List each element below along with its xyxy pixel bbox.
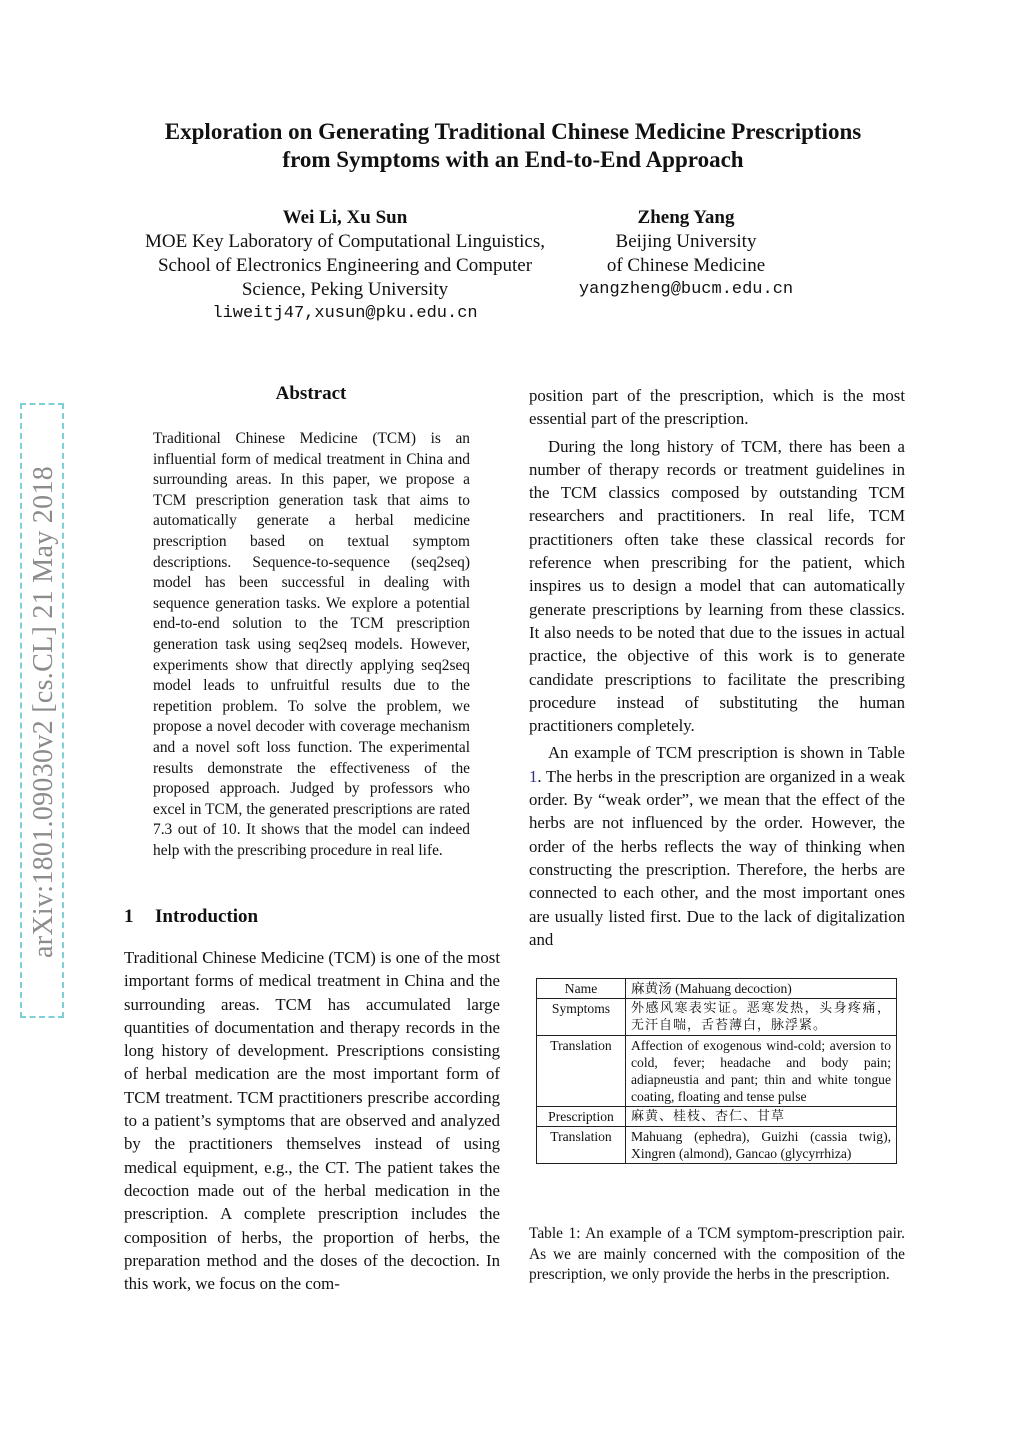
abstract-heading: Abstract (275, 383, 347, 404)
table-row (537, 1036, 897, 1107)
paragraph-text: An example of TCM prescription is shown in Table (548, 743, 905, 763)
table-value-cell: 麻黄汤 (Mahuang decoction) (626, 979, 897, 999)
section-number: 1 (124, 906, 134, 927)
author-name: Zheng Yang (637, 207, 735, 228)
table-row (537, 999, 897, 1036)
table-label-cell: Symptoms (537, 999, 626, 1036)
table-label-cell: Name (537, 979, 626, 999)
table-value-cell: Affection of exogenous wind-cold; aversion to cold, fever; headache and body pain; adiapneustia and pant; thin and white tongue coating, floating and tense pulse (626, 1036, 897, 1107)
table-value-cell: 麻黄、桂枝、杏仁、甘草 (626, 1107, 897, 1127)
table-row (537, 979, 897, 999)
arxiv-stamp: arXiv:1801.09030v2 [cs.CL] 21 May 2018 (28, 466, 59, 959)
affiliation-line: of Chinese Medicine (606, 255, 766, 276)
table-value-cell: Mahuang (ephedra), Guizhi (cassia twig), Xingren (almond), Gancao (glycyrrhiza) (626, 1127, 897, 1164)
affiliation-line: MOE Key Laboratory of Computational Linguistics, (145, 231, 545, 252)
table-row (537, 1107, 897, 1127)
title-line-1: Exploration on Generating Traditional Chinese Medicine Prescriptions (164, 119, 862, 144)
affiliation-line: Beijing University (615, 231, 757, 252)
affiliation-line: School of Electronics Engineering and Computer (157, 255, 533, 276)
table-row (537, 1127, 897, 1164)
section-heading (124, 906, 258, 928)
section-title: Introduction (155, 906, 259, 927)
table-caption: Table 1: An example of a TCM symptom-prescription pair. As we are mainly concerned with the composition of the prescription, we only provide the herbs in the prescription. (529, 1225, 905, 1284)
title-line-2: from Symptoms with an End-to-End Approach (282, 147, 744, 172)
paper-title (100, 118, 926, 174)
affiliation-line: Science, Peking University (241, 279, 449, 300)
author-block-2 (546, 206, 826, 302)
table-label-cell: Translation (537, 1127, 626, 1164)
author-email: yangzheng@bucm.edu.cn (578, 280, 794, 299)
intro-left-column: Traditional Chinese Medicine (TCM) is one of the most important forms of medical treatment in China and the surrounding areas. TCM has accumulated large quantities of documentation and therapy records in the long history of development. Prescriptions consisting of herbal medication are the most important form of TCM treatment. TCM practitioners prescribe according to a patient’s symptoms that are observed and analyzed by the practitioners themselves instead of using medical equipment, e.g., the CT. The patient takes the decoction made out of the herbal medication in the prescription. A complete prescription includes the composition of herbs, the proportion of herbs, the preparation method and the doses of the decoction. In this work, we focus on the com- (124, 948, 500, 1294)
table-label-cell: Prescription (537, 1107, 626, 1127)
table-label-cell: Translation (537, 1036, 626, 1107)
author-email: liweitj47,xusun@pku.edu.cn (212, 304, 478, 323)
tcm-example-table (536, 978, 897, 1164)
intro-right-column (529, 384, 905, 955)
paragraph-text: . The herbs in the prescription are organized in a weak order. By “weak order”, we mean that the effect of the herbs are not influenced by the order. However, the order of the herbs reflects the way of thinking when constructing the prescription. Therefore, the herbs are connected to each other, and the most important ones are usually listed first. Due to the lack of digitalization and (529, 766, 905, 949)
arxiv-stamp-frame (20, 403, 64, 1018)
author-name: Wei Li, Xu Sun (282, 207, 408, 228)
table-reference-link[interactable]: 1 (529, 766, 538, 786)
paragraph: position part of the prescription, which is the most essential part of the prescription. (529, 386, 905, 429)
table-value-cell: 外感风寒表实证。恶寒发热，头身疼痛，无汗自喘，舌苔薄白，脉浮紧。 (626, 999, 897, 1036)
paragraph: During the long history of TCM, there has been a number of therapy records or treatment guidelines in the TCM classics composed by outstanding TCM researchers and practitioners. In real life, TCM practitioners often take these classical records for reference when prescribing for the patient, which inspires us to design a model that can automatically generate prescriptions by learning from these classics. It also needs to be noted that due to the issues in actual practice, the objective of this work is to generate candidate prescriptions to facilitate the prescribing procedure instead of substituting the human practitioners completely. (529, 436, 905, 736)
paragraph (529, 741, 905, 951)
abstract-text: Traditional Chinese Medicine (TCM) is an influential form of medical treatment in China and surrounding areas. In this paper, we propose a TCM prescription generation task that aims to automatically generate a herbal medicine prescription based on textual symptom descriptions. Sequence-to-sequence (seq2seq) model has been successful in dealing with sequence generation tasks. We explore a potential end-to-end solution to the TCM prescription generation task using seq2seq models. However, experiments show that directly applying seq2seq model leads to unfruitful results due to the repetition problem. To solve the problem, we propose a novel decoder with coverage mechanism and a novel soft loss function. The experimental results demonstrate the effectiveness of the proposed approach. Judged by professors who excel in TCM, the generated prescriptions are rated 7.3 out of 10. It shows that the model can indeed help with the prescribing procedure in real life. (153, 430, 470, 859)
author-block-1 (112, 206, 578, 326)
